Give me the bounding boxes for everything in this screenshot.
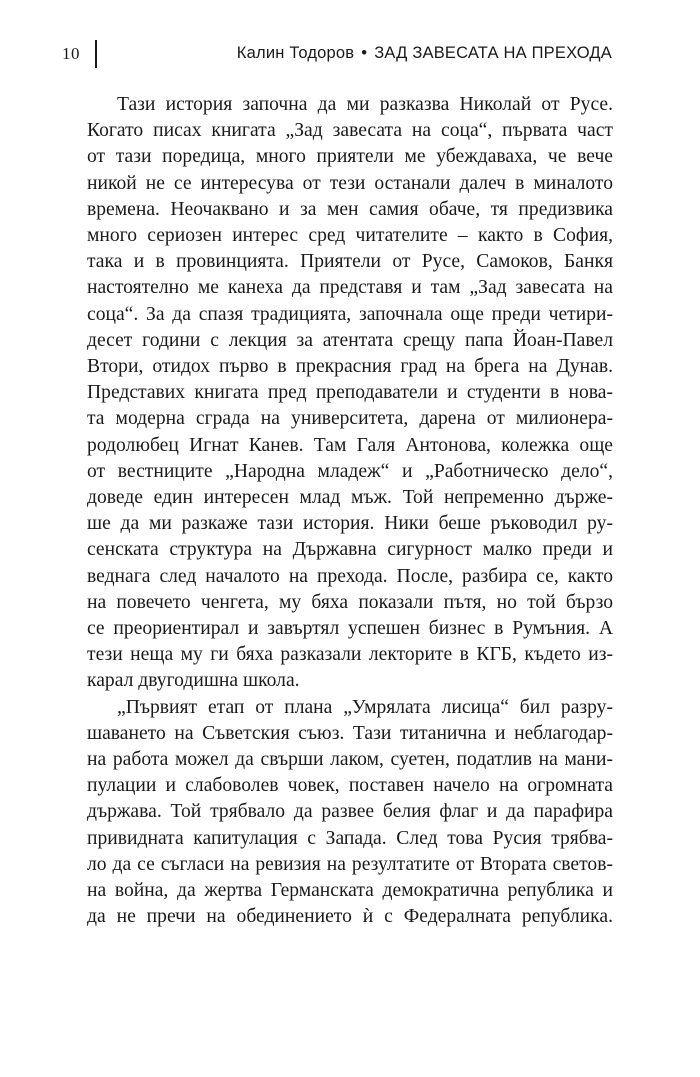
text-line: ло да се съгласи на ревизия на резултатите от Втората светов- [87, 853, 613, 875]
text-line: много сериозен интерес сред читателите – както в София, [87, 225, 613, 247]
text-line: Втори, отидох първо в прекрасния град на брега на Дунав. [87, 356, 613, 378]
body-text [87, 92, 613, 931]
text-line: тези неща му ги бяха разказали лекторите в КГБ, където из- [87, 644, 613, 666]
text-line: на повечето ченгета, му бяха показали пътя, но той бързо [87, 591, 613, 613]
text-line: на работа можел да свърши лаком, суетен, податлив на мани- [87, 749, 613, 771]
paragraph-1 [87, 92, 613, 695]
text-line: шаването на Съветския съюз. Тази титанична и неблагодар- [87, 722, 613, 744]
text-line: родолюбец Игнат Канев. Там Галя Антонова, колежка още [87, 434, 613, 456]
text-line: ше да ми разкаже тази история. Ники беше ръководил ру- [87, 513, 613, 535]
bullet-separator: • [361, 44, 368, 62]
text-line: сенската структура на Държавна сигурност малко преди и [87, 539, 613, 561]
text-line: десет години с лекция за атентата срещу папа Йоан-Павел [87, 329, 613, 351]
text-line: се преориентирал и завъртял успешен бизнес в Румъния. А [87, 618, 613, 640]
text-line: от вестниците „Народна младеж“ и „Работническо дело“, [87, 460, 613, 482]
text-line: доведе един интересен млад мъж. Той непременно държе- [87, 487, 613, 509]
header-separator [95, 40, 97, 68]
text-line: държава. Той трябвало да развее белия флаг и да парафира [87, 801, 613, 823]
text-line: настоятелно ме канеха да представя и там „Зад завесата на [87, 277, 613, 299]
running-header [0, 40, 700, 74]
text-line: на война, да жертва Германската демократична република и [87, 880, 613, 902]
text-line: Когато писах книгата „Зад завесата на соца“, първата част [87, 120, 613, 142]
text-line: Тази история започна да ми разказва Николай от Русе. [117, 94, 613, 115]
text-line: да не пречи на обединението ѝ с Федералната република. [87, 906, 613, 928]
text-line: времена. Неочаквано и за мен самия обаче, тя предизвика [87, 198, 613, 220]
text-line: карал двугодишна школа. [87, 670, 300, 692]
text-line: „Първият етап от плана „Умрялата лисица“ бил разру- [117, 696, 613, 718]
text-line: веднага след началото на прехода. После, разбира се, както [87, 565, 613, 587]
text-line: та модерна сграда на университета, дарена от милионера- [87, 408, 613, 430]
text-line: никой не се интересува от тези останали далеч в миналото [87, 172, 613, 194]
text-line: привидната капитулация с Запада. След това Русия трябва- [87, 827, 613, 849]
book-title: ЗАД ЗАВЕСАТА НА ПРЕХОДА [374, 44, 612, 62]
text-line: от тази поредица, много приятели ме убеждаваха, че вече [87, 146, 613, 168]
page-number: 10 [62, 44, 80, 63]
paragraph-2 [87, 695, 613, 931]
text-line: така и в провинцията. Приятели от Русе, Самоков, Банкя [87, 251, 613, 273]
text-line: Представих книгата пред преподаватели и студенти в нова- [87, 382, 613, 404]
text-line: соца“. За да спазя традицията, започнала още преди четири- [87, 303, 613, 325]
text-line: пулации и слабоволев човек, поставен начело на огромната [87, 775, 613, 797]
running-head [237, 44, 612, 63]
author-name: Калин Тодоров [236, 44, 355, 62]
